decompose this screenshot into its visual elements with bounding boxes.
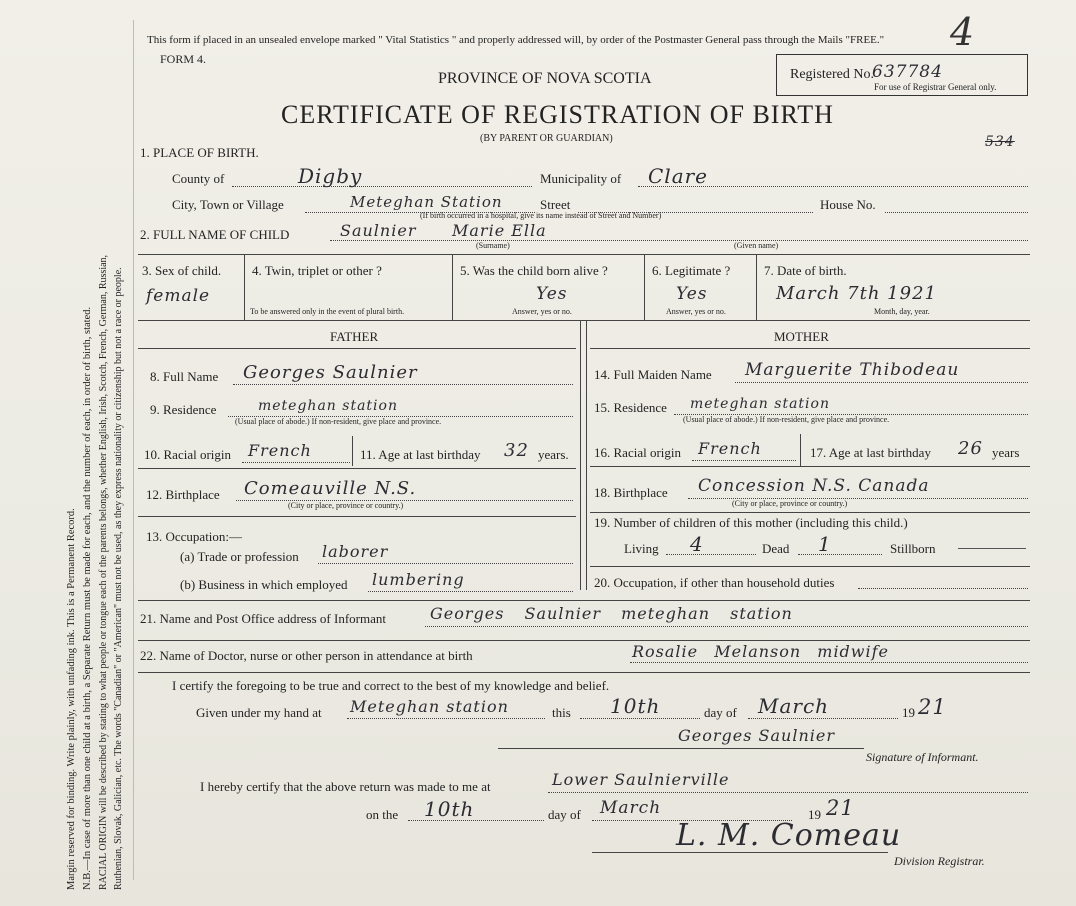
page-subtitle: (BY PARENT OR GUARDIAN) bbox=[480, 133, 613, 144]
mother-bp-note: (City or place, province or country.) bbox=[732, 499, 848, 508]
municipality-label: Municipality of bbox=[540, 171, 622, 186]
racial-origin-note-2: Ruthenian, Slovak, Galician, etc. The words "Canadian" or "American" must not be used, as they express nationality or citizenship but not a race or people. bbox=[113, 267, 124, 890]
registrar-signature: L. M. Comeau bbox=[676, 818, 902, 853]
given-month: March bbox=[758, 694, 830, 718]
father-name-label: 8. Full Name bbox=[150, 369, 219, 384]
sex-label: 3. Sex of child. bbox=[142, 263, 222, 278]
date-note: Month, day, year. bbox=[874, 307, 930, 316]
given-caption: (Given name) bbox=[734, 241, 779, 250]
informant-value: Georges Saulnier meteghan station bbox=[430, 604, 793, 623]
county-value: Digby bbox=[298, 164, 363, 188]
father-trade: laborer bbox=[322, 542, 389, 561]
child-name-label: 2. FULL NAME OF CHILD bbox=[140, 227, 290, 242]
father-residence-label: 9. Residence bbox=[150, 402, 217, 417]
given-label: Given under my hand at bbox=[196, 705, 322, 720]
given-day: 10th bbox=[610, 694, 661, 718]
street-label: Street bbox=[540, 197, 571, 212]
given-place: Meteghan station bbox=[350, 697, 509, 716]
father-birthplace: Comeauville N.S. bbox=[244, 478, 417, 499]
child-given-name: Marie Ella bbox=[452, 221, 547, 240]
reg-day-of-label: day of bbox=[548, 807, 581, 822]
mother-name: Marguerite Thibodeau bbox=[745, 360, 960, 380]
business-label: (b) Business in which employed bbox=[180, 577, 348, 592]
given-year: 21 bbox=[918, 695, 947, 719]
living-count: 4 bbox=[690, 532, 704, 556]
page-title: CERTIFICATE OF REGISTRATION OF BIRTH bbox=[281, 100, 834, 129]
child-surname: Saulnier bbox=[340, 221, 417, 240]
city-label: City, Town or Village bbox=[172, 197, 284, 212]
mother-residence-label: 15. Residence bbox=[594, 400, 667, 415]
father-age-label: 11. Age at last birthday bbox=[360, 447, 481, 462]
registrar-day: 10th bbox=[424, 797, 475, 821]
stillborn-label: Stillborn bbox=[890, 541, 936, 556]
informant-label: 21. Name and Post Office address of Informant bbox=[140, 611, 386, 626]
alive-label: 5. Was the child born alive ? bbox=[460, 263, 608, 278]
registrar-label: Division Registrar. bbox=[894, 854, 985, 868]
corner-mark: 4 bbox=[950, 10, 976, 54]
twin-note: To be answered only in the event of plural birth. bbox=[250, 307, 405, 316]
mother-residence: meteghan station bbox=[690, 396, 830, 412]
date-label: 7. Date of birth. bbox=[764, 263, 847, 278]
certify-statement: I certify the foregoing to be true and correct to the best of my knowledge and belief. bbox=[172, 678, 610, 693]
mother-race: French bbox=[698, 439, 762, 458]
sex-value: female bbox=[146, 286, 211, 306]
father-residence: meteghan station bbox=[258, 398, 398, 414]
alive-value: Yes bbox=[536, 284, 568, 304]
day-of-label: day of bbox=[704, 705, 737, 720]
living-label: Living bbox=[624, 541, 659, 556]
mother-birthplace-label: 18. Birthplace bbox=[594, 485, 668, 500]
father-race-label: 10. Racial origin bbox=[144, 447, 232, 462]
legit-note: Answer, yes or no. bbox=[666, 307, 726, 316]
mother-occupation-label: 20. Occupation, if other than household duties bbox=[594, 575, 835, 590]
mother-heading: MOTHER bbox=[774, 329, 829, 344]
hospital-note: (If birth occurred in a hospital, give its name instead of Street and Number) bbox=[420, 211, 662, 220]
registrar-note: For use of Registrar General only. bbox=[874, 82, 997, 92]
reg-year-prefix: 19 bbox=[808, 807, 821, 822]
this-label: this bbox=[552, 705, 571, 720]
strike-mark: 534 bbox=[985, 134, 1015, 150]
twin-label: 4. Twin, triplet or other ? bbox=[252, 263, 382, 278]
doctor-label: 22. Name of Doctor, nurse or other person in attendance at birth bbox=[140, 648, 473, 663]
father-years: years. bbox=[538, 447, 569, 462]
registrar-month: March bbox=[600, 798, 662, 818]
father-name: Georges Saulnier bbox=[243, 362, 418, 383]
nb-note: N.B.—In case of more than one child at a birth, a Separate Return must be made for each, and the number of each, in order of birth, stated. bbox=[82, 306, 93, 890]
mother-age-label: 17. Age at last birthday bbox=[810, 445, 931, 460]
place-heading: 1. PLACE OF BIRTH. bbox=[140, 145, 259, 160]
city-value: Meteghan Station bbox=[350, 193, 503, 211]
children-label: 19. Number of children of this mother (including this child.) bbox=[594, 515, 908, 530]
mother-race-label: 16. Racial origin bbox=[594, 445, 682, 460]
registered-number: 637784 bbox=[872, 62, 943, 82]
signature-label: Signature of Informant. bbox=[866, 750, 979, 764]
municipality-value: Clare bbox=[648, 164, 709, 188]
postal-notice: This form if placed in an unsealed envelope marked " Vital Statistics " and properly addressed will, by order of the Postmaster General pass through the Mails "FREE." bbox=[147, 34, 885, 46]
margin-divider bbox=[133, 20, 134, 880]
doctor-value: Rosalie Melanson midwife bbox=[632, 642, 889, 661]
occupation-label: 13. Occupation:— bbox=[146, 529, 243, 544]
father-race: French bbox=[248, 441, 312, 460]
legit-value: Yes bbox=[676, 284, 708, 304]
father-business: lumbering bbox=[372, 570, 465, 589]
surname-caption: (Surname) bbox=[476, 241, 510, 250]
mother-birthplace: Concession N.S. Canada bbox=[698, 476, 930, 496]
county-label: County of bbox=[172, 171, 225, 186]
father-birthplace-label: 12. Birthplace bbox=[146, 487, 220, 502]
form-number: FORM 4. bbox=[160, 52, 207, 66]
year-prefix: 19 bbox=[902, 705, 915, 720]
on-the-label: on the bbox=[366, 807, 399, 822]
mother-years: years bbox=[992, 445, 1020, 460]
dead-label: Dead bbox=[762, 541, 790, 556]
house-label: House No. bbox=[820, 197, 876, 212]
father-res-note: (Usual place of abode.) If non-resident, give place and province. bbox=[235, 417, 442, 426]
mother-res-note: (Usual place of abode.) If non-resident, give place and province. bbox=[683, 415, 890, 424]
informant-signature: Georges Saulnier bbox=[678, 726, 835, 745]
mother-age: 26 bbox=[958, 438, 983, 459]
registered-label: Registered No. bbox=[790, 67, 874, 82]
registrar-year: 21 bbox=[826, 796, 855, 820]
trade-label: (a) Trade or profession bbox=[180, 549, 299, 564]
racial-origin-note: RACIAL ORIGIN will be described by stating to what people or tongue each of the parents belongs, whether English, Irish, Scotch, French, German, Russian, bbox=[98, 254, 109, 890]
legit-label: 6. Legitimate ? bbox=[652, 263, 731, 278]
province: PROVINCE OF NOVA SCOTIA bbox=[438, 70, 652, 87]
mother-name-label: 14. Full Maiden Name bbox=[594, 367, 712, 382]
date-value: March 7th 1921 bbox=[776, 283, 937, 304]
father-bp-note: (City or place, province or country.) bbox=[288, 501, 404, 510]
father-heading: FATHER bbox=[330, 329, 379, 344]
dead-count: 1 bbox=[818, 532, 832, 556]
margin-note: Margin reserved for binding. Write plainly, with unfading ink. This is a Permanent Record. bbox=[66, 508, 77, 890]
father-age: 32 bbox=[504, 440, 529, 461]
registrar-statement: I hereby certify that the above return was made to me at bbox=[200, 779, 491, 794]
registrar-place: Lower Saulnierville bbox=[552, 770, 730, 789]
alive-note: Answer, yes or no. bbox=[512, 307, 572, 316]
